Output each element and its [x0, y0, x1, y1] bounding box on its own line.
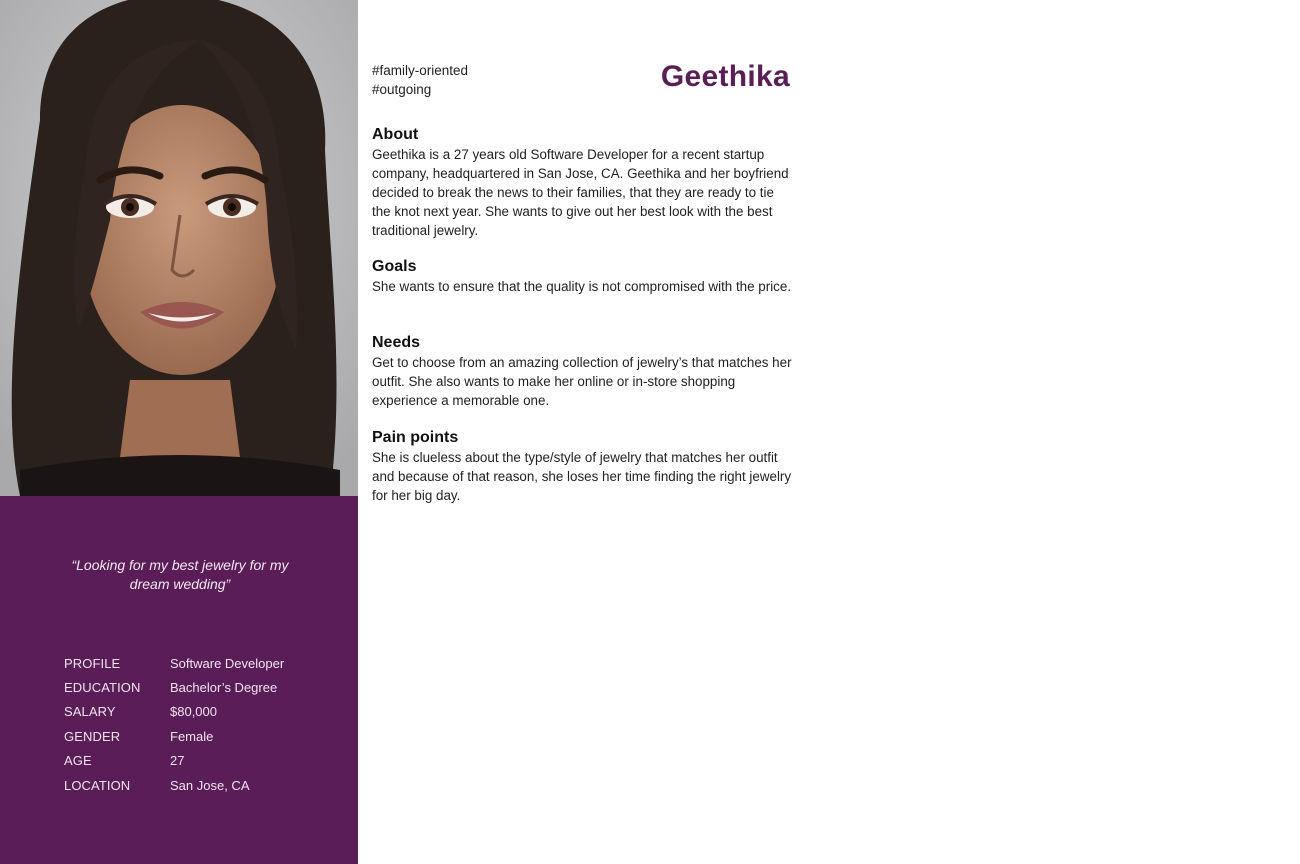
section-pain-points: [372, 428, 792, 505]
persona-tags: [372, 61, 468, 99]
persona-info-panel: [0, 496, 358, 864]
section-title: Pain points: [372, 429, 459, 446]
detail-label: GENDER: [64, 728, 121, 744]
persona-name: Geethika: [660, 60, 790, 93]
portrait-illustration: [0, 0, 358, 496]
detail-row-location: [64, 773, 324, 797]
section-text: She is clueless about the type/style of jewelry that matches her outfit and because of that reason, she loses her time finding the right jewelry for her big day.: [372, 450, 792, 503]
detail-value: Bachelor’s Degree: [170, 680, 278, 696]
detail-label: EDUCATION: [64, 680, 141, 696]
detail-value: Software Developer: [170, 655, 285, 671]
detail-row-profile: [64, 651, 324, 675]
detail-value: Female: [170, 728, 214, 744]
section-about: [372, 125, 792, 240]
detail-row-gender: [64, 724, 324, 748]
section-needs: [372, 333, 792, 410]
persona-photo: [0, 0, 358, 496]
section-goals: [372, 257, 792, 296]
persona-quote: “Looking for my best jewelry for my dream wedding”: [71, 557, 289, 592]
detail-row-age: [64, 749, 324, 773]
persona-details: [64, 651, 324, 797]
section-title: About: [372, 126, 419, 143]
detail-value: 27: [170, 753, 185, 769]
persona-content: [372, 0, 792, 864]
section-title: Goals: [372, 258, 417, 275]
section-text: Get to choose from an amazing collection of jewelry’s that matches her outfit. She also wants to make her online or in-store shopping experience a memorable one.: [372, 355, 792, 408]
section-text: She wants to ensure that the quality is not compromised with the price.: [372, 279, 792, 294]
detail-label: SALARY: [64, 704, 116, 720]
detail-value: $80,000: [170, 704, 217, 720]
persona-sidebar: [0, 0, 358, 864]
detail-row-education: [64, 675, 324, 699]
detail-label: AGE: [64, 753, 92, 769]
detail-label: PROFILE: [64, 655, 121, 671]
section-title: Needs: [372, 334, 421, 351]
detail-row-salary: [64, 700, 324, 724]
detail-value: San Jose, CA: [170, 777, 250, 793]
detail-label: LOCATION: [64, 777, 131, 793]
section-text: Geethika is a 27 years old Software Developer for a recent startup company, headquartered in San Jose, CA. Geethika and her boyfriend decided to break the news to their families, that they are ready to tie the knot next year. She wants to give out her best look with the best traditional jewelry.: [372, 147, 789, 238]
tag-family-oriented: #family-oriented: [372, 63, 469, 78]
tag-outgoing: #outgoing: [372, 82, 432, 97]
